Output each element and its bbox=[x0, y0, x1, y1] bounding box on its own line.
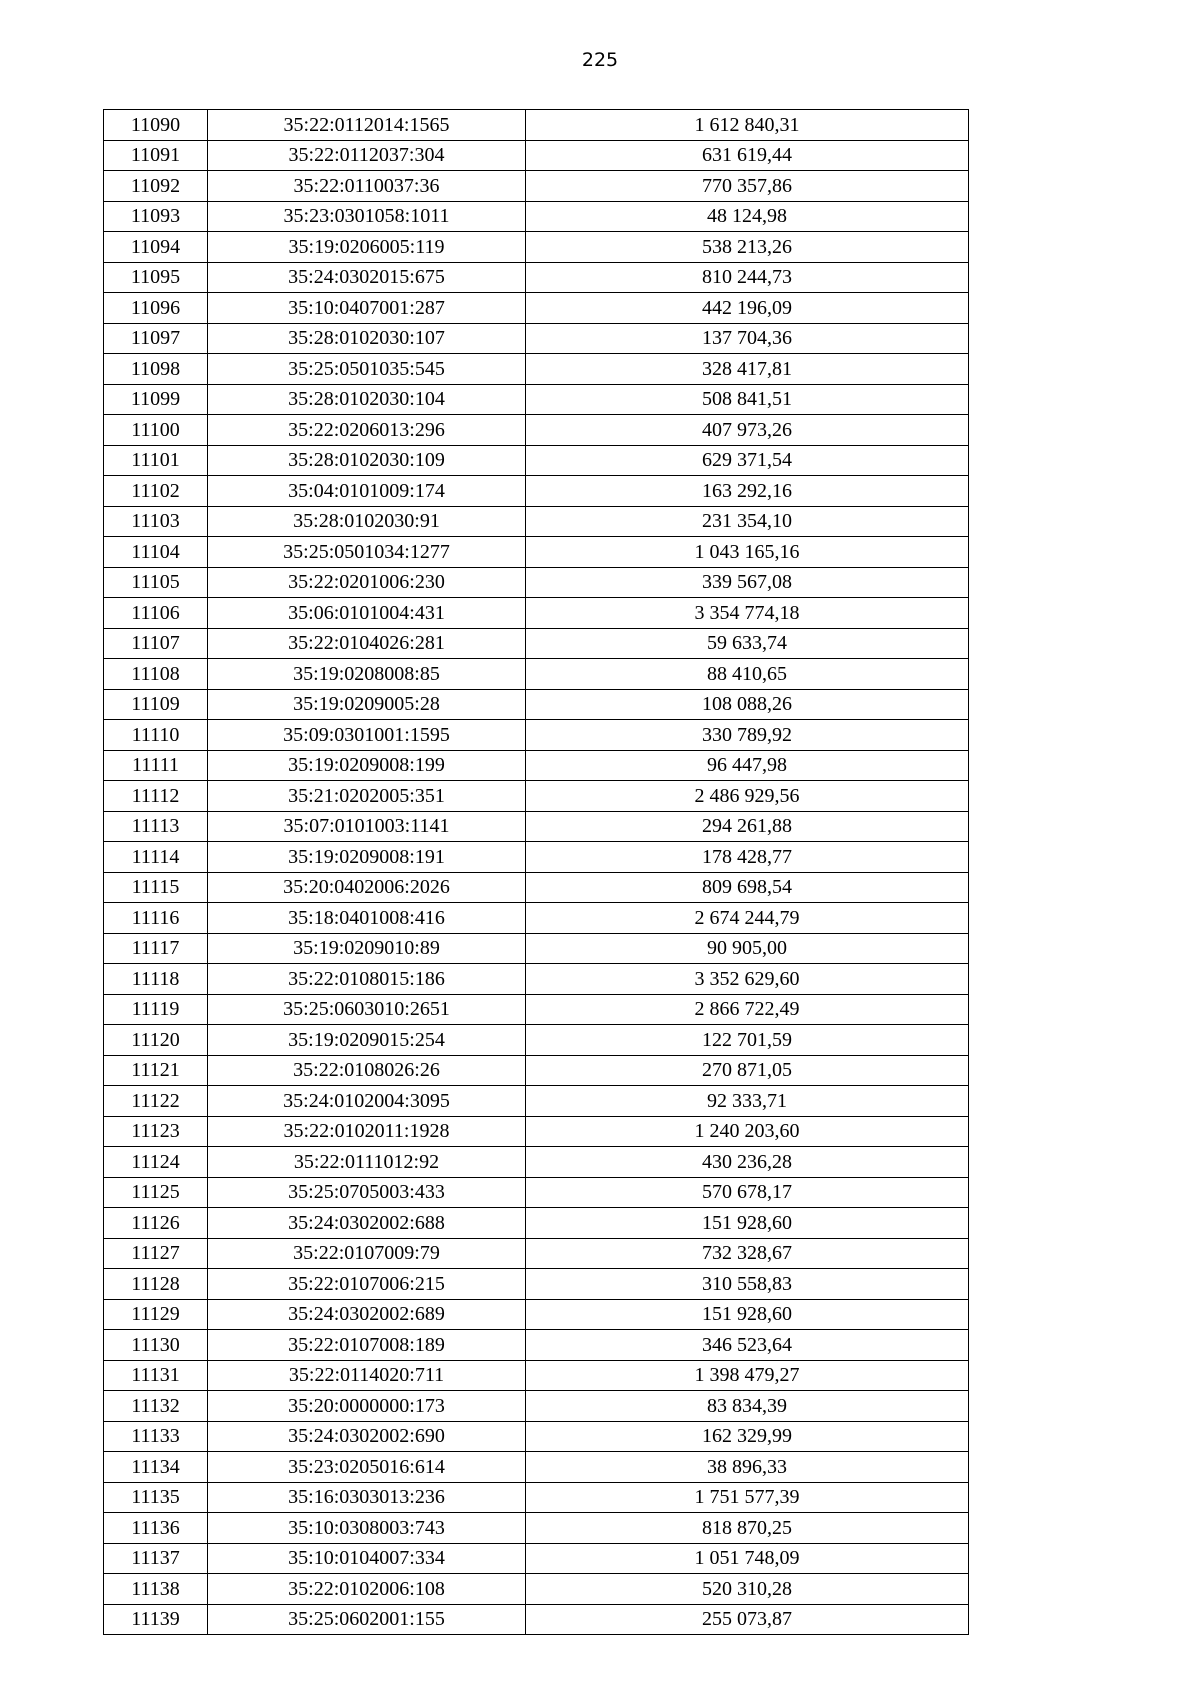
table-row bbox=[104, 811, 969, 842]
cadastral-number-cell: 35:25:0603010:2651 bbox=[208, 994, 526, 1025]
table-row bbox=[104, 1299, 969, 1330]
cadastral-number-cell: 35:22:0112037:304 bbox=[208, 140, 526, 171]
row-number-cell: 11115 bbox=[104, 872, 208, 903]
cadastral-value-cell: 810 244,73 bbox=[526, 262, 969, 293]
table-row bbox=[104, 994, 969, 1025]
cadastral-value-cell: 818 870,25 bbox=[526, 1513, 969, 1544]
row-number-cell: 11113 bbox=[104, 811, 208, 842]
cadastral-value-cell: 1 043 165,16 bbox=[526, 537, 969, 568]
cadastral-value-cell: 570 678,17 bbox=[526, 1177, 969, 1208]
table-row bbox=[104, 1543, 969, 1574]
row-number-cell: 11105 bbox=[104, 567, 208, 598]
row-number-cell: 11090 bbox=[104, 110, 208, 141]
row-number-cell: 11136 bbox=[104, 1513, 208, 1544]
table-row bbox=[104, 537, 969, 568]
cadastral-number-cell: 35:22:0104026:281 bbox=[208, 628, 526, 659]
row-number-cell: 11121 bbox=[104, 1055, 208, 1086]
table-row bbox=[104, 171, 969, 202]
cadastral-number-cell: 35:23:0301058:1011 bbox=[208, 201, 526, 232]
row-number-cell: 11112 bbox=[104, 781, 208, 812]
table-row bbox=[104, 1360, 969, 1391]
cadastral-number-cell: 35:22:0102006:108 bbox=[208, 1574, 526, 1605]
cadastral-value-cell: 2 866 722,49 bbox=[526, 994, 969, 1025]
table-row bbox=[104, 323, 969, 354]
cadastral-number-cell: 35:25:0501034:1277 bbox=[208, 537, 526, 568]
cadastral-value-cell: 88 410,65 bbox=[526, 659, 969, 690]
cadastral-value-cell: 339 567,08 bbox=[526, 567, 969, 598]
cadastral-number-cell: 35:24:0302002:690 bbox=[208, 1421, 526, 1452]
row-number-cell: 11095 bbox=[104, 262, 208, 293]
cadastral-number-cell: 35:10:0308003:743 bbox=[208, 1513, 526, 1544]
table-row bbox=[104, 1391, 969, 1422]
cadastral-number-cell: 35:22:0107008:189 bbox=[208, 1330, 526, 1361]
table-row bbox=[104, 354, 969, 385]
table-row bbox=[104, 1421, 969, 1452]
row-number-cell: 11096 bbox=[104, 293, 208, 324]
cadastral-number-cell: 35:16:0303013:236 bbox=[208, 1482, 526, 1513]
cadastral-number-cell: 35:22:0108015:186 bbox=[208, 964, 526, 995]
row-number-cell: 11109 bbox=[104, 689, 208, 720]
table-row bbox=[104, 689, 969, 720]
table-row bbox=[104, 659, 969, 690]
cadastral-value-cell: 328 417,81 bbox=[526, 354, 969, 385]
cadastral-value-cell: 1 051 748,09 bbox=[526, 1543, 969, 1574]
cadastral-value-cell: 38 896,33 bbox=[526, 1452, 969, 1483]
cadastral-number-cell: 35:28:0102030:91 bbox=[208, 506, 526, 537]
table-row bbox=[104, 1147, 969, 1178]
table-row bbox=[104, 781, 969, 812]
cadastral-value-cell: 163 292,16 bbox=[526, 476, 969, 507]
row-number-cell: 11092 bbox=[104, 171, 208, 202]
table-row bbox=[104, 445, 969, 476]
cadastral-number-cell: 35:20:0000000:173 bbox=[208, 1391, 526, 1422]
row-number-cell: 11114 bbox=[104, 842, 208, 873]
row-number-cell: 11126 bbox=[104, 1208, 208, 1239]
cadastral-number-cell: 35:06:0101004:431 bbox=[208, 598, 526, 629]
cadastral-value-cell: 96 447,98 bbox=[526, 750, 969, 781]
table-row bbox=[104, 933, 969, 964]
cadastral-number-cell: 35:10:0104007:334 bbox=[208, 1543, 526, 1574]
row-number-cell: 11093 bbox=[104, 201, 208, 232]
cadastral-value-cell: 430 236,28 bbox=[526, 1147, 969, 1178]
cadastral-number-cell: 35:22:0206013:296 bbox=[208, 415, 526, 446]
cadastral-number-cell: 35:22:0112014:1565 bbox=[208, 110, 526, 141]
table-row bbox=[104, 1055, 969, 1086]
cadastral-value-cell: 90 905,00 bbox=[526, 933, 969, 964]
cadastral-value-cell: 732 328,67 bbox=[526, 1238, 969, 1269]
cadastral-value-cell: 520 310,28 bbox=[526, 1574, 969, 1605]
cadastral-number-cell: 35:23:0205016:614 bbox=[208, 1452, 526, 1483]
cadastral-value-cell: 270 871,05 bbox=[526, 1055, 969, 1086]
cadastral-number-cell: 35:24:0302015:675 bbox=[208, 262, 526, 293]
cadastral-value-cell: 2 486 929,56 bbox=[526, 781, 969, 812]
table-row bbox=[104, 1452, 969, 1483]
cadastral-value-cell: 255 073,87 bbox=[526, 1604, 969, 1635]
table-row bbox=[104, 720, 969, 751]
table-row bbox=[104, 1269, 969, 1300]
table-row bbox=[104, 1513, 969, 1544]
row-number-cell: 11133 bbox=[104, 1421, 208, 1452]
table-row bbox=[104, 1177, 969, 1208]
cadastral-number-cell: 35:18:0401008:416 bbox=[208, 903, 526, 934]
cadastral-number-cell: 35:22:0102011:1928 bbox=[208, 1116, 526, 1147]
cadastral-number-cell: 35:24:0302002:688 bbox=[208, 1208, 526, 1239]
cadastral-number-cell: 35:19:0206005:119 bbox=[208, 232, 526, 263]
cadastral-value-cell: 48 124,98 bbox=[526, 201, 969, 232]
cadastral-number-cell: 35:19:0208008:85 bbox=[208, 659, 526, 690]
cadastral-number-cell: 35:19:0209015:254 bbox=[208, 1025, 526, 1056]
row-number-cell: 11127 bbox=[104, 1238, 208, 1269]
cadastral-value-cell: 59 633,74 bbox=[526, 628, 969, 659]
page-number: 225 bbox=[581, 49, 619, 71]
table-row bbox=[104, 1116, 969, 1147]
table-row bbox=[104, 384, 969, 415]
cadastral-value-cell: 407 973,26 bbox=[526, 415, 969, 446]
cadastral-number-cell: 35:22:0107009:79 bbox=[208, 1238, 526, 1269]
cadastral-value-cell: 231 354,10 bbox=[526, 506, 969, 537]
cadastral-number-cell: 35:07:0101003:1141 bbox=[208, 811, 526, 842]
row-number-cell: 11117 bbox=[104, 933, 208, 964]
row-number-cell: 11111 bbox=[104, 750, 208, 781]
row-number-cell: 11099 bbox=[104, 384, 208, 415]
cadastral-value-cell: 538 213,26 bbox=[526, 232, 969, 263]
row-number-cell: 11116 bbox=[104, 903, 208, 934]
table-body bbox=[104, 110, 969, 1635]
cadastral-value-cell: 442 196,09 bbox=[526, 293, 969, 324]
cadastral-number-cell: 35:28:0102030:104 bbox=[208, 384, 526, 415]
table-row bbox=[104, 415, 969, 446]
cadastral-number-cell: 35:19:0209008:199 bbox=[208, 750, 526, 781]
row-number-cell: 11100 bbox=[104, 415, 208, 446]
row-number-cell: 11097 bbox=[104, 323, 208, 354]
row-number-cell: 11091 bbox=[104, 140, 208, 171]
table-row bbox=[104, 628, 969, 659]
cadastral-number-cell: 35:25:0501035:545 bbox=[208, 354, 526, 385]
cadastral-value-cell: 151 928,60 bbox=[526, 1299, 969, 1330]
cadastral-value-cell: 3 352 629,60 bbox=[526, 964, 969, 995]
row-number-cell: 11102 bbox=[104, 476, 208, 507]
table-row bbox=[104, 110, 969, 141]
table-row bbox=[104, 293, 969, 324]
cadastral-value-cell: 122 701,59 bbox=[526, 1025, 969, 1056]
table-row bbox=[104, 262, 969, 293]
cadastral-number-cell: 35:09:0301001:1595 bbox=[208, 720, 526, 751]
row-number-cell: 11131 bbox=[104, 1360, 208, 1391]
row-number-cell: 11118 bbox=[104, 964, 208, 995]
table-row bbox=[104, 1604, 969, 1635]
row-number-cell: 11138 bbox=[104, 1574, 208, 1605]
cadastral-number-cell: 35:22:0201006:230 bbox=[208, 567, 526, 598]
cadastral-value-cell: 162 329,99 bbox=[526, 1421, 969, 1452]
table-row bbox=[104, 1482, 969, 1513]
cadastral-number-cell: 35:24:0302002:689 bbox=[208, 1299, 526, 1330]
table-row bbox=[104, 232, 969, 263]
table-row bbox=[104, 903, 969, 934]
row-number-cell: 11129 bbox=[104, 1299, 208, 1330]
cadastral-number-cell: 35:22:0114020:711 bbox=[208, 1360, 526, 1391]
cadastral-value-cell: 1 612 840,31 bbox=[526, 110, 969, 141]
table-row bbox=[104, 750, 969, 781]
cadastral-number-cell: 35:24:0102004:3095 bbox=[208, 1086, 526, 1117]
row-number-cell: 11104 bbox=[104, 537, 208, 568]
row-number-cell: 11110 bbox=[104, 720, 208, 751]
cadastral-number-cell: 35:22:0110037:36 bbox=[208, 171, 526, 202]
table-row bbox=[104, 964, 969, 995]
row-number-cell: 11125 bbox=[104, 1177, 208, 1208]
cadastral-number-cell: 35:19:0209010:89 bbox=[208, 933, 526, 964]
row-number-cell: 11094 bbox=[104, 232, 208, 263]
cadastral-value-cell: 629 371,54 bbox=[526, 445, 969, 476]
cadastral-value-cell: 310 558,83 bbox=[526, 1269, 969, 1300]
cadastral-number-cell: 35:28:0102030:109 bbox=[208, 445, 526, 476]
cadastral-number-cell: 35:25:0602001:155 bbox=[208, 1604, 526, 1635]
table-row bbox=[104, 201, 969, 232]
cadastral-number-cell: 35:20:0402006:2026 bbox=[208, 872, 526, 903]
cadastral-value-cell: 508 841,51 bbox=[526, 384, 969, 415]
cadastral-number-cell: 35:19:0209008:191 bbox=[208, 842, 526, 873]
row-number-cell: 11101 bbox=[104, 445, 208, 476]
cadastral-value-cell: 631 619,44 bbox=[526, 140, 969, 171]
row-number-cell: 11106 bbox=[104, 598, 208, 629]
table-row bbox=[104, 476, 969, 507]
row-number-cell: 11123 bbox=[104, 1116, 208, 1147]
cadastral-number-cell: 35:19:0209005:28 bbox=[208, 689, 526, 720]
table-row bbox=[104, 506, 969, 537]
cadastral-value-cell: 770 357,86 bbox=[526, 171, 969, 202]
table-row bbox=[104, 1574, 969, 1605]
row-number-cell: 11130 bbox=[104, 1330, 208, 1361]
table-row bbox=[104, 872, 969, 903]
cadastral-value-cell: 3 354 774,18 bbox=[526, 598, 969, 629]
table-row bbox=[104, 1086, 969, 1117]
cadastral-value-cell: 330 789,92 bbox=[526, 720, 969, 751]
table-row bbox=[104, 1330, 969, 1361]
cadastral-value-cell: 178 428,77 bbox=[526, 842, 969, 873]
table-row bbox=[104, 598, 969, 629]
table-row bbox=[104, 567, 969, 598]
cadastral-number-cell: 35:21:0202005:351 bbox=[208, 781, 526, 812]
row-number-cell: 11098 bbox=[104, 354, 208, 385]
row-number-cell: 11124 bbox=[104, 1147, 208, 1178]
cadastral-number-cell: 35:04:0101009:174 bbox=[208, 476, 526, 507]
row-number-cell: 11119 bbox=[104, 994, 208, 1025]
cadastral-number-cell: 35:10:0407001:287 bbox=[208, 293, 526, 324]
cadastral-value-cell: 2 674 244,79 bbox=[526, 903, 969, 934]
cadastral-number-cell: 35:22:0108026:26 bbox=[208, 1055, 526, 1086]
table-row bbox=[104, 842, 969, 873]
cadastral-number-cell: 35:25:0705003:433 bbox=[208, 1177, 526, 1208]
row-number-cell: 11103 bbox=[104, 506, 208, 537]
cadastral-value-cell: 294 261,88 bbox=[526, 811, 969, 842]
row-number-cell: 11137 bbox=[104, 1543, 208, 1574]
row-number-cell: 11122 bbox=[104, 1086, 208, 1117]
cadastral-number-cell: 35:22:0107006:215 bbox=[208, 1269, 526, 1300]
row-number-cell: 11128 bbox=[104, 1269, 208, 1300]
cadastral-value-cell: 137 704,36 bbox=[526, 323, 969, 354]
cadastral-value-table bbox=[103, 109, 969, 1635]
row-number-cell: 11135 bbox=[104, 1482, 208, 1513]
cadastral-value-cell: 809 698,54 bbox=[526, 872, 969, 903]
row-number-cell: 11132 bbox=[104, 1391, 208, 1422]
row-number-cell: 11108 bbox=[104, 659, 208, 690]
cadastral-number-cell: 35:28:0102030:107 bbox=[208, 323, 526, 354]
cadastral-value-cell: 151 928,60 bbox=[526, 1208, 969, 1239]
cadastral-number-cell: 35:22:0111012:92 bbox=[208, 1147, 526, 1178]
table-row bbox=[104, 1238, 969, 1269]
cadastral-value-cell: 1 240 203,60 bbox=[526, 1116, 969, 1147]
table-row bbox=[104, 1208, 969, 1239]
row-number-cell: 11107 bbox=[104, 628, 208, 659]
row-number-cell: 11120 bbox=[104, 1025, 208, 1056]
cadastral-value-cell: 1 398 479,27 bbox=[526, 1360, 969, 1391]
row-number-cell: 11134 bbox=[104, 1452, 208, 1483]
row-number-cell: 11139 bbox=[104, 1604, 208, 1635]
cadastral-value-cell: 1 751 577,39 bbox=[526, 1482, 969, 1513]
table-row bbox=[104, 1025, 969, 1056]
table-row bbox=[104, 140, 969, 171]
cadastral-value-cell: 108 088,26 bbox=[526, 689, 969, 720]
cadastral-value-cell: 92 333,71 bbox=[526, 1086, 969, 1117]
cadastral-value-cell: 346 523,64 bbox=[526, 1330, 969, 1361]
cadastral-value-cell: 83 834,39 bbox=[526, 1391, 969, 1422]
